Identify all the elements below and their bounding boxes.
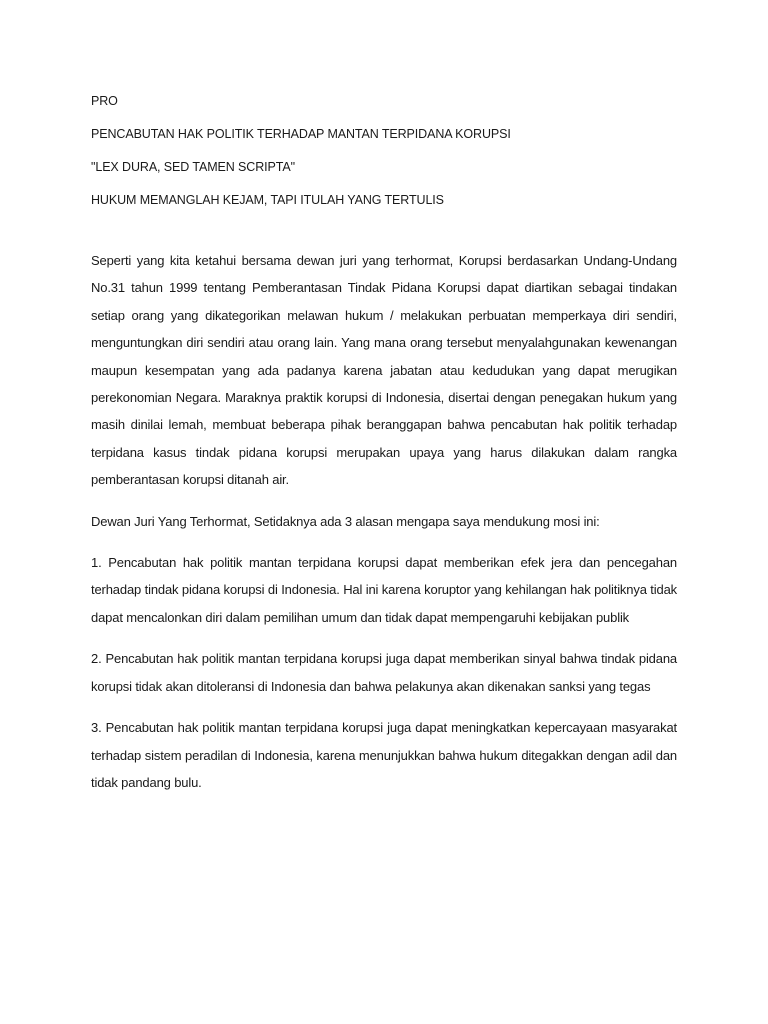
latin-quote: "LEX DURA, SED TAMEN SCRIPTA" bbox=[91, 160, 295, 174]
reason-3: 3. Pencabutan hak politik mantan terpidana korupsi juga dapat meningkatkan kepercayaan masyarakat terhadap sistem peradilan di Indonesia, karena menunjukkan bahwa hukum ditegakkan dengan adil dan tidak pandang bulu. bbox=[91, 720, 677, 790]
reasons-intro: Dewan Juri Yang Terhormat, Setidaknya ada 3 alasan mengapa saya mendukung mosi ini: bbox=[91, 513, 600, 529]
document-body bbox=[91, 90, 677, 810]
reason-2: 2. Pencabutan hak politik mantan terpidana korupsi juga dapat memberikan sinyal bahwa tindak pidana korupsi tidak akan ditoleransi di Indonesia dan bahwa pelakunya akan dikenakan sanksi yang tegas bbox=[91, 651, 677, 694]
reason-1: 1. Pencabutan hak politik mantan terpidana korupsi dapat memberikan efek jera dan pencegahan terhadap tindak pidana korupsi di Indonesia. Hal ini karena koruptor yang kehilangan hak politiknya tidak dapat mencalonkan diri dalam pemilihan umum dan tidak dapat mempengaruhi kebijakan publik bbox=[91, 555, 677, 625]
heading-block bbox=[91, 90, 677, 211]
side-label: PRO bbox=[91, 94, 118, 108]
intro-paragraph: Seperti yang kita ketahui bersama dewan juri yang terhormat, Korupsi berdasarkan Undang-Undang No.31 tahun 1999 tentang Pemberantasan Tindak Pidana Korupsi dapat diartikan sebagai tindakan setiap orang yang dikategorikan melawan hukum / melakukan perbuatan memperkaya diri sendiri, menguntungkan diri sendiri atau orang lain. Yang mana orang tersebut menyalahgunakan kewenangan maupun kesempatan yang ada padanya karena jabatan atau kedudukan yang dapat merugikan perekonomian Negara. Maraknya praktik korupsi di Indonesia, disertai dengan penegakan hukum yang masih dinilai lemah, membuat beberapa pihak beranggapan bahwa pencabutan hak politik terhadap terpidana kasus tindak pidana korupsi merupakan upaya yang harus dilakukan dalam rangka pemberantasan korupsi ditanah air. bbox=[91, 253, 677, 488]
quote-translation: HUKUM MEMANGLAH KEJAM, TAPI ITULAH YANG TERTULIS bbox=[91, 193, 444, 207]
motion-title: PENCABUTAN HAK POLITIK TERHADAP MANTAN TERPIDANA KORUPSI bbox=[91, 127, 511, 141]
